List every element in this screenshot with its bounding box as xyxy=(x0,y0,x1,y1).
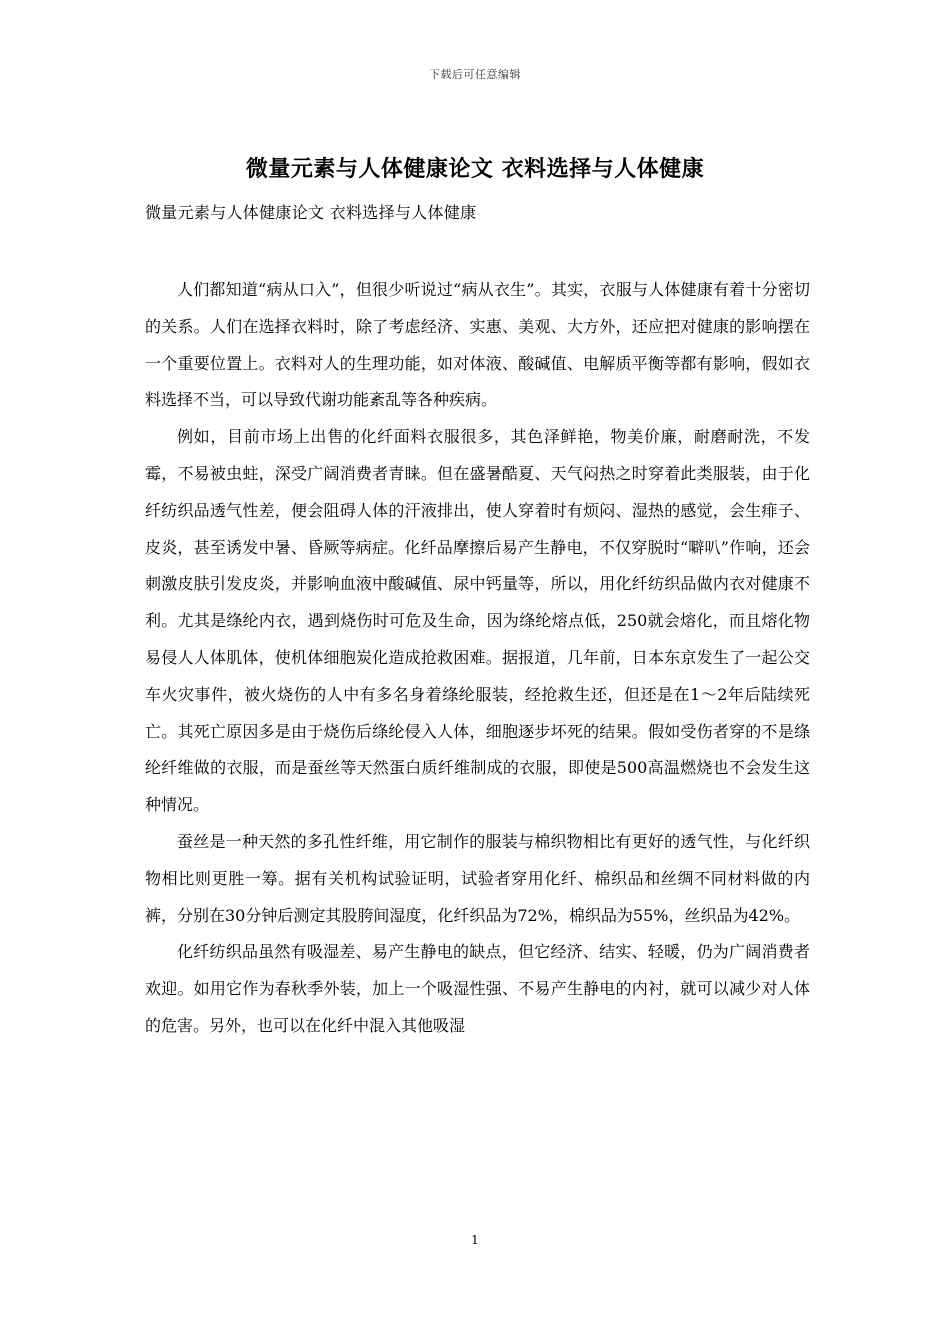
paragraph-4: 化纤纺织品虽然有吸湿差、易产生静电的缺点，但它经济、结实、轻暖，仍为广阔消费者欢迎。如用它作为春秋季外装，加上一个吸湿性强、不易产生静电的内衬，就可以减少对人体的危害。另外，也可以在化纤中混入其他吸湿 xyxy=(145,942,810,1035)
page-header: 下载后可任意编辑 xyxy=(429,68,521,81)
document-body xyxy=(145,272,810,1045)
paragraph-2: 例如，目前市场上出售的化纤面料衣服很多，其色泽鲜艳，物美价廉，耐磨耐洗，不发霉，不易被虫蛀，深受广阔消费者青睐。但在盛暑酷夏、天气闷热之时穿着此类服装，由于化纤纺织品透气性差，便会阻碍人体的汗液排出，使人穿着时有烦闷、湿热的感觉，会生痱子、皮炎，甚至诱发中暑、昏厥等病症。化纤品摩擦后易产生静电，不仅穿脱时“噼叭”作响，还会刺激皮肤引发皮炎，并影响血液中酸碱值、尿中钙量等，所以，用化纤纺织品做内衣对健康不利。尤其是绦纶内衣，遇到烧伤时可危及生命，因为绦纶熔点低，250就会熔化，而且熔化物易侵人人体肌体，使机体细胞炭化造成抢救困难。据报道，几年前，日本东京发生了一起公交车火灾事件，被火烧伤的人中有多名身着绦纶服装，经抢救生还，但还是在1～2年后陆续死亡。其死亡原因多是由于烧伤后绦纶侵入人体，细胞逐步坏死的结果。假如受伤者穿的不是绦纶纤维做的衣服，而是蚕丝等天然蛋白质纤维制成的衣服，即使是500高温燃烧也不会发生这种情况。 xyxy=(145,427,810,815)
page-number: 1 xyxy=(471,1233,479,1247)
paragraph-3: 蚕丝是一种天然的多孔性纤维，用它制作的服装与棉织物相比有更好的透气性，与化纤织物相比则更胜一筹。据有关机构试验证明，试验者穿用化纤、棉织品和丝绸不同材料做的内裤，分别在30分钟后测定其股胯间湿度，化纤织品为72%，棉织品为55%，丝织品为42%。 xyxy=(145,831,810,925)
paragraph-1: 人们都知道“病从口入”，但很少听说过“病从衣生”。其实，衣服与人体健康有着十分密切的关系。人们在选择衣料时，除了考虑经济、实惠、美观、大方外，还应把对健康的影响摆在一个重要位置上。衣料对人的生理功能，如对体液、酸碱值、电解质平衡等都有影响，假如衣料选择不当，可以导致代谢功能紊乱等各种疾病。 xyxy=(145,280,810,410)
document-title: 微量元素与人体健康论文 衣料选择与人体健康 xyxy=(245,157,705,182)
document-subtitle: 微量元素与人体健康论文 衣料选择与人体健康 xyxy=(145,203,477,222)
